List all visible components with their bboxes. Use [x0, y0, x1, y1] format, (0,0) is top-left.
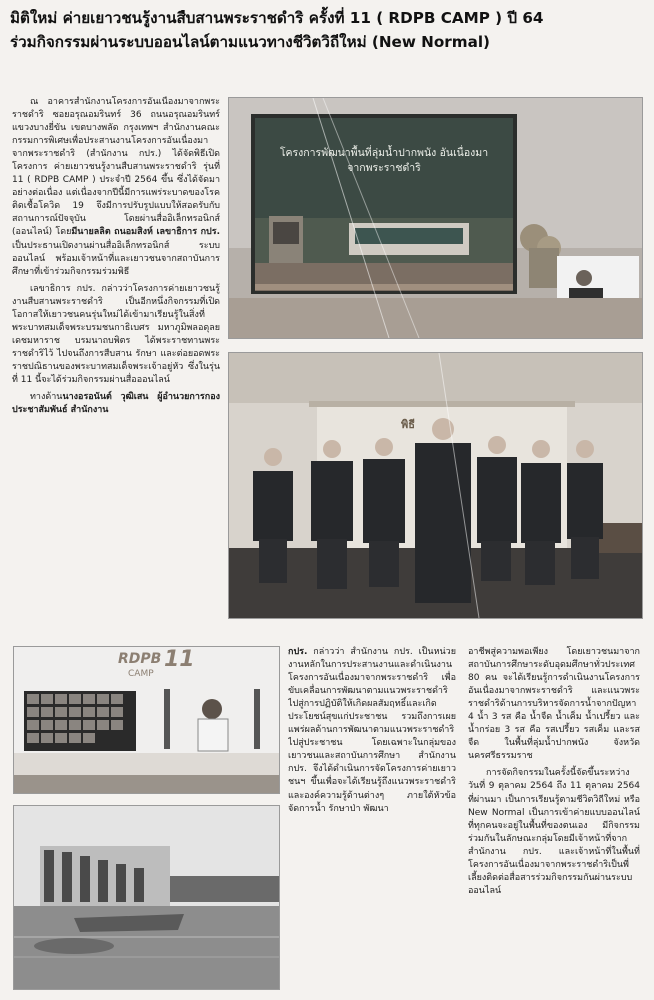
photo-rdpb-camp-online [13, 646, 280, 794]
floodgate-illustration [14, 806, 279, 989]
article-paragraph-4: กปร. กล่าวว่า สำนักงาน กปร. เป็นหน่วยงานหลักในการประสานงานและดำเนินงานโครงการอันเนื่องมาจากพระราชดำริ เพื่อขับเคลื่อนการพัฒนาตามแนวพระราชดำริไปสู่การปฏิบัติให้เกิดผลสัมฤทธิ์และเกิดประโยชน์สุขแก่ประชาชน รวมถึงการเผยแพร่ผลด้านการพัฒนาตามแนวพระราชดำริไปสู่ประชาชน โดยเฉพาะในกลุ่มของเยาวชนและสถาบันการศึกษา สำนักงาน กปร. จึงได้ดำเนินการจัดโครงการค่ายเยาวชนฯ ขึ้นเพื่อจะได้เรียนรู้ถึงแนวพระราชดำริและองค์ความรู้ด้านต่างๆ ภายใต้หัวข้อ จัดการน้ำ รักษาป่า พัฒนา [288, 647, 456, 814]
article-paragraph-3: ทางด้านนางอรอนันต์ วุฒิเสน ผู้อำนวยการกองประชาสัมพันธ์ สำนักงาน [12, 392, 220, 416]
article-right-column [468, 646, 640, 986]
article-middle-column [288, 646, 456, 986]
backdrop-text: พิธี [401, 418, 415, 431]
rdpb-logo-sub: CAMP [128, 669, 154, 679]
headline-line-1: มิติใหม่ ค่ายเยาวชนรู้งานสืบสานพระราชดำริ ครั้งที่ 11 ( RDPB CAMP ) ปี 64 [10, 9, 544, 27]
article-left-column [12, 96, 220, 636]
ceremony-screen-banner: โครงการพัฒนาพื้นที่ลุ่มน้ำปากพนัง อันเนื่องมาจากพระราชดำริ [279, 147, 489, 174]
rdpb-logo-number: 11 [164, 647, 195, 672]
rdpb-logo-main: RDPB [118, 651, 162, 667]
article-paragraph-1: ณ อาคารสำนักงานโครงการอันเนื่องมาจากพระราชดำริ ซอยอรุณอมรินทร์ 36 ถนนอรุณอมรินทร์ แขวงบางยี่ขัน เขตบางพลัด กรุงเทพฯ สำนักงานคณะกรรมการพิเศษเพื่อประสานงานโครงการอันเนื่องมาจากพระราชดำริ (สำนักงาน กปร.) ได้จัดพิธีเปิดโครงการ ค่ายเยาวชนรู้งานสืบสานพระราชดำริ รุ่นที่ 11 ( RDPB CAMP ) ประจำปี 2564 ขึ้น ซึ่งได้จัดมาอย่างต่อเนื่อง แต่เนื่องจากปีนี้มีการแพร่ระบาดของโรคติดเชื้อโควิด 19 จึงมีการปรับรูปแบบให้สอดรับกับสถานการณ์ปัจจุบัน โดยผ่านสื่ออิเล็กทรอนิกส์ (ออนไลน์) โดยมีนายลลิต ถนอมสิงห์ เลขาธิการ กปร. เป็นประธานเปิดงานผ่านสื่ออิเล็กทรอนิกส์ ระบบออนไลน์ พร้อมเจ้าหน้าที่และเยาวชนจากสถาบันการศึกษาที่เข้าร่วมกิจกรรมร่วมพิธี [12, 97, 220, 277]
article-paragraph-2: เลขาธิการ กปร. กล่าวว่าโครงการค่ายเยาวชนรู้งานสืบสานพระราชดำริ เป็นอีกหนึ่งกิจกรรมที่เปิดโอกาสให้เยาวชนคนรุ่นใหม่ได้เข้ามาเรียนรู้ในสิ่งที่พระบาทสมเด็จพระบรมชนกาธิเบศร มหาภูมิพลอดุลยเดชมหาราช บรมนาถบพิตร ได้พระราชทานพระราชดำริไว้ ไปจนถึงการสืบสาน รักษา และต่อยอดพระราชปณิธานของพระบาทสมเด็จพระเจ้าอยู่หัว ซึ่งในรุ่นที่ 11 นี้จะได้ร่วมกิจกรรมผ่านสื่อออนไลน์ [12, 283, 220, 385]
article-paragraph-5: อาชีพสู่ความพอเพียง โดยเยาวชนมาจากสถาบันการศึกษาระดับอุดมศึกษาทั่วประเทศ 80 คน จะได้เรียนรู้การดำเนินงานโครงการอันเนื่องมาจากพระราชดำริ และแนวพระราชดำริด้านการบริหารจัดการน้ำจากปัญหา 4 น้ำ 3 รส คือ น้ำจืด น้ำเค็ม น้ำเปรี้ยว และน้ำกร่อย 3 รส คือ รสเปรี้ยว รสเค็ม และรสจืด ในพื้นที่ลุ่มน้ำปากพนัง จังหวัดนครศรีธรรมราช [468, 647, 640, 762]
group-officials-illustration [229, 353, 642, 618]
photo-online-ceremony [228, 97, 643, 339]
photo-group-officials [228, 352, 643, 619]
article-paragraph-6: การจัดกิจกรรมในครั้งนี้จัดขึ้นระหว่างวันที่ 9 ตุลาคม 2564 ถึง 11 ตุลาคม 2564 ที่ผ่านมา เป็นการเรียนรู้ตามชีวิตวิถีใหม่ หรือ New Normal เป็นการเข้าค่ายแบบออนไลน์ที่ทุกคนจะอยู่ในพื้นที่ของตนเอง มีกิจกรรมร่วมกันในลักษณะกลุ่มโดยมีเจ้าหน้าที่จากสำนักงาน กปร. และเจ้าหน้าที่ในพื้นที่โครงการอันเนื่องมาจากพระราชดำริเป็นพี่เลี้ยงติดต่อสื่อสารร่วมกิจกรรมกันผ่านระบบออนไลน์ [468, 768, 640, 896]
photo-floodgate [13, 805, 280, 990]
headline-line-2: ร่วมกิจกรรมผ่านระบบออนไลน์ตามแนวทางชีวิตวิถีใหม่ (New Normal) [10, 33, 491, 51]
ceremony-screen-illustration [229, 98, 642, 338]
headline [10, 8, 644, 56]
rdpb-camp-logo [118, 647, 198, 685]
